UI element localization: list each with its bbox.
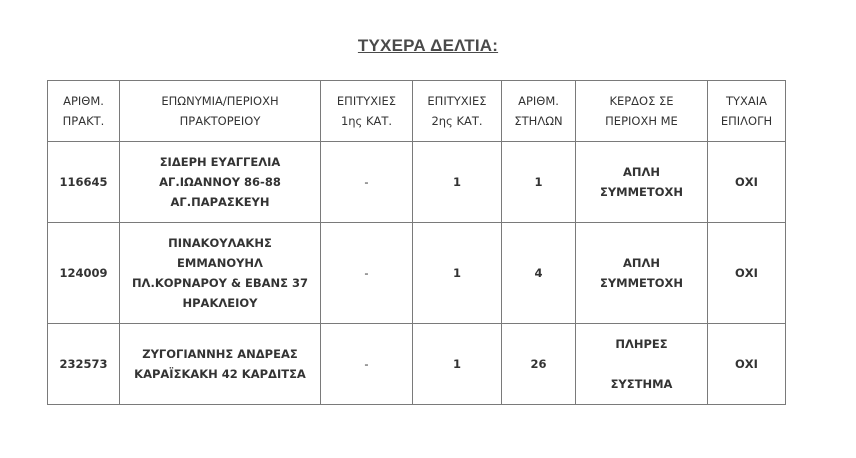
columns-count-cell: 1	[502, 142, 576, 223]
random-pick-cell: ΟΧΙ	[708, 223, 786, 324]
wins-2nd-cell: 1	[413, 223, 502, 324]
agency-number-cell: 116645	[48, 142, 120, 223]
agency-name-cell: ΖΥΓΟΓΙΑΝΝΗΣ ΑΝΔΡΕΑΣ ΚΑΡΑΪΣΚΑΚΗ 42 ΚΑΡΔΙΤΣΑ	[120, 324, 321, 405]
columns-count-cell: 4	[502, 223, 576, 324]
win-type-cell: ΠΛΗΡΕΣ ΣΥΣΤΗΜΑ	[576, 324, 708, 405]
random-pick-cell: ΟΧΙ	[708, 142, 786, 223]
header-wins-1st: ΕΠΙΤΥΧΙΕΣ 1ης ΚΑΤ.	[321, 81, 413, 142]
agency-number-cell: 124009	[48, 223, 120, 324]
header-win-type: ΚΕΡΔΟΣ ΣΕ ΠΕΡΙΟΧΗ ΜΕ	[576, 81, 708, 142]
header-agency-no: ΑΡΙΘΜ. ΠΡΑΚΤ.	[48, 81, 120, 142]
wins-1st-cell: -	[321, 223, 413, 324]
header-agency-name: ΕΠΩΝΥΜΙΑ/ΠΕΡΙΟΧΗ ΠΡΑΚΤΟΡΕΙΟΥ	[120, 81, 321, 142]
table-row	[48, 324, 786, 405]
random-pick-cell: ΟΧΙ	[708, 324, 786, 405]
table-row	[48, 223, 786, 324]
header-columns-count: ΑΡΙΘΜ. ΣΤΗΛΩΝ	[502, 81, 576, 142]
winning-tickets-table	[47, 80, 786, 405]
wins-1st-cell: -	[321, 142, 413, 223]
win-type-cell: ΑΠΛΗ ΣΥΜΜΕΤΟΧΗ	[576, 142, 708, 223]
columns-count-cell: 26	[502, 324, 576, 405]
agency-number-cell: 232573	[48, 324, 120, 405]
header-wins-2nd: ΕΠΙΤΥΧΙΕΣ 2ης ΚΑΤ.	[413, 81, 502, 142]
table-header-row	[48, 81, 786, 142]
agency-name-cell: ΣΙΔΕΡΗ ΕΥΑΓΓΕΛΙΑ ΑΓ.ΙΩΑΝΝΟΥ 86-88 ΑΓ.ΠΑΡΑΣΚΕΥΗ	[120, 142, 321, 223]
wins-2nd-cell: 1	[413, 142, 502, 223]
table-row	[48, 142, 786, 223]
win-type-cell: ΑΠΛΗ ΣΥΜΜΕΤΟΧΗ	[576, 223, 708, 324]
header-random-pick: ΤΥΧΑΙΑ ΕΠΙΛΟΓΗ	[708, 81, 786, 142]
agency-name-cell: ΠΙΝΑΚΟΥΛΑΚΗΣ ΕΜΜΑΝΟΥΗΛ ΠΛ.ΚΟΡΝΑΡΟΥ & ΕΒΑΝΣ 37 ΗΡΑΚΛΕΙΟΥ	[120, 223, 321, 324]
page-title: ΤΥΧΕΡΑ ΔΕΛΤΙΑ:	[357, 36, 499, 55]
wins-1st-cell: -	[321, 324, 413, 405]
wins-2nd-cell: 1	[413, 324, 502, 405]
